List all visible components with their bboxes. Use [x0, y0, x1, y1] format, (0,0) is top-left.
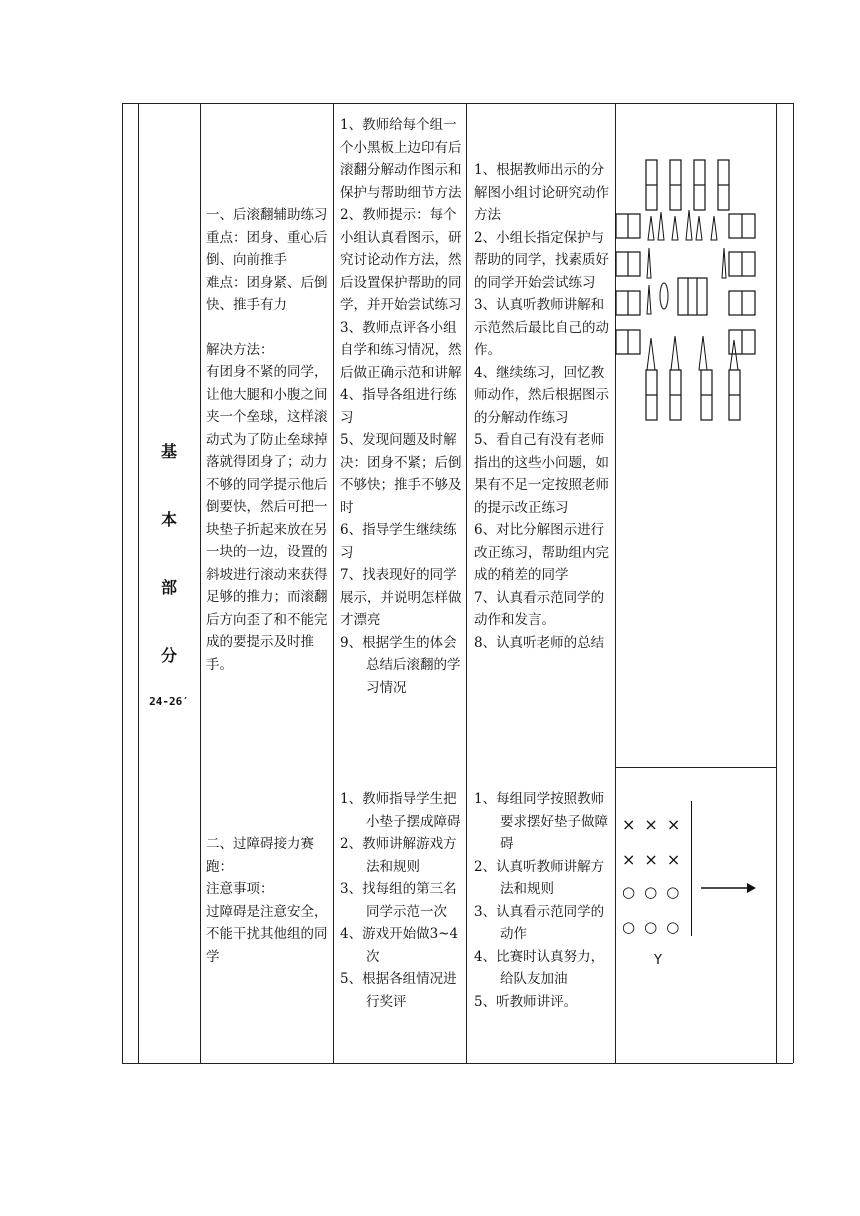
student-part2	[474, 788, 610, 1013]
team-row-cross	[622, 850, 689, 869]
teacher-step: 2、教师提示：每个小组认真看图示，研究讨论动作方法，然后设置保护帮助的同学，并开始尝试练习	[340, 207, 462, 313]
teacher-step	[340, 878, 462, 923]
student-step: 7、认真看示范同学的动作和发言。	[474, 589, 605, 628]
circle-icon: ○	[644, 918, 667, 936]
step-number: 9、	[340, 634, 363, 651]
student-group	[647, 210, 738, 370]
step-text: 认真看示范同学的动作	[496, 903, 605, 942]
student-icon	[647, 248, 651, 278]
step-number: 2、	[340, 836, 363, 852]
section-char: 部	[160, 578, 177, 597]
circle-icon: ○	[666, 883, 689, 901]
circle-icon: ○	[644, 883, 667, 901]
teacher-step	[340, 923, 462, 968]
teacher-step: 5、发现问题及时解决：团身不紧；后倒不够快；推手不够及时	[340, 432, 462, 516]
student-part1	[474, 159, 610, 654]
student-step	[474, 788, 610, 856]
cross-icon: ×	[666, 815, 690, 834]
part2-notes-text: 过障碍是注意安全，不能干扰其他组的同学	[206, 903, 328, 965]
table-border-bottom	[122, 1063, 793, 1064]
teacher-part1	[340, 114, 462, 699]
arrow-right-icon	[701, 879, 757, 897]
step-number: 1、	[340, 791, 363, 807]
part1-title: 一、后滚翻辅助练习	[206, 207, 328, 223]
step-text: 找每组的第三名同学示范一次	[362, 881, 457, 920]
team-row-circle	[622, 883, 688, 901]
student-icon	[647, 338, 655, 370]
circle-icon: ○	[622, 918, 645, 936]
relay-diagram	[622, 815, 772, 975]
teacher-step	[340, 632, 462, 700]
student-step	[474, 946, 610, 991]
cross-icon: ×	[622, 850, 645, 869]
diagram-cell-divider	[615, 767, 776, 768]
part2-notes-label: 注意事项：	[206, 881, 274, 897]
student-step	[474, 901, 610, 946]
step-text: 教师指导学生把小垫子摆成障碍	[362, 791, 461, 830]
circle-icon: ○	[622, 883, 645, 901]
teacher-step: 6、指导学生继续练习	[340, 522, 457, 561]
student-step: 4、继续练习，回忆教师动作，然后根据图示的分解动作练习	[474, 364, 609, 426]
table-divider	[776, 103, 777, 1063]
cross-icon: ×	[666, 850, 690, 869]
step-number: 5、	[340, 971, 363, 987]
student-step: 6、对比分解图示进行改正练习，帮助组内完成的稍差的同学	[474, 522, 609, 583]
table-divider	[466, 103, 467, 1063]
step-text: 根据各组情况进行奖评	[362, 971, 457, 1010]
team-row-cross	[622, 815, 689, 834]
section-title	[138, 103, 200, 1063]
student-step	[474, 991, 610, 1014]
student-icon	[672, 216, 678, 240]
cross-icon: ×	[644, 850, 667, 869]
teacher-part2	[340, 788, 462, 1013]
teacher-step: 3、教师点评各小组自学和练习情况，然后做正确示范和讲解	[340, 319, 462, 381]
helper-icon	[660, 283, 668, 309]
section-char: 基	[160, 442, 177, 461]
mat-icon	[678, 278, 707, 315]
step-number: 4、	[340, 926, 363, 942]
step-text: 认真听教师讲解方法和规则	[496, 858, 605, 897]
part1-difficulty: 难点：团身紧、后倒快、推手有力	[206, 274, 328, 313]
step-text: 教师讲解游戏方法和规则	[362, 836, 457, 875]
step-text: 游戏开始做3~4次	[362, 926, 459, 965]
student-step: 5、看自己有没有老师指出的这些小问题，如果有不足一定按照老师的提示改正练习	[474, 432, 609, 516]
part1-method-text: 有团身不紧的同学，让他大腿和小腹之间夹一个垒球，这样滚动式为了防止垒球掉落就得团身了；动力不够的同学提示他后倒要快，然后可把一块垫子折起来放在另一块的一边，设置的斜坡进行滚动来获得足够的推力；而滚翻后方向歪了和不能完成的要提示及时推手。	[206, 364, 328, 673]
formation-diagram	[615, 150, 776, 430]
teacher-step: 1、教师给每个组一个小黑板上边印有后滚翻分解动作图示和保护与帮助细节方法	[340, 117, 462, 201]
table-divider	[200, 103, 201, 1063]
cross-icon: ×	[622, 815, 645, 834]
teacher-step: 4、指导各组进行练习	[340, 387, 457, 426]
content-part2	[206, 833, 328, 968]
step-text: 每组同学按照教师要求摆好垫子做障碍	[496, 791, 608, 852]
student-icon	[686, 210, 692, 240]
start-line	[691, 801, 692, 936]
team-row-circle	[622, 918, 688, 936]
student-icon	[658, 212, 664, 240]
step-number: 3、	[474, 903, 497, 920]
table-border-top	[122, 103, 793, 104]
part1-keypoint: 重点：团身、重心后倒、向前推手	[206, 229, 328, 268]
content-part1	[206, 204, 328, 676]
step-text: 根据学生的体会总结后滚翻的学习情况	[362, 634, 461, 696]
step-text: 听教师讲评。	[496, 993, 578, 1010]
student-icon	[722, 248, 726, 278]
student-icon	[647, 285, 651, 314]
section-char: 分	[160, 646, 177, 665]
student-icon	[671, 336, 679, 370]
step-text: 比赛时认真努力，给队友加油	[496, 948, 605, 987]
teacher-step	[340, 968, 462, 1013]
step-number: 1、	[474, 791, 497, 807]
teacher-symbol: Y	[654, 953, 662, 968]
step-number: 5、	[474, 993, 497, 1010]
student-step: 3、认真听教师讲解和示范然后最比自己的动作。	[474, 297, 609, 358]
step-number: 2、	[474, 858, 497, 875]
circle-icon: ○	[666, 918, 689, 936]
student-icon	[730, 340, 738, 370]
teacher-step	[340, 788, 462, 833]
table-divider	[333, 103, 334, 1063]
section-char: 本	[160, 510, 177, 529]
student-step: 1、根据教师出示的分解图小组讨论研究动作方法	[474, 162, 609, 223]
teacher-step: 7、找表现好的同学展示，并说明怎样做才漂亮	[340, 567, 462, 628]
step-number: 3、	[340, 881, 363, 897]
student-icon	[711, 216, 717, 240]
mat-group	[616, 160, 755, 420]
part1-method-label: 解决方法：	[206, 341, 274, 358]
student-icon	[648, 216, 654, 240]
student-step: 8、认真听老师的总结	[474, 634, 605, 651]
cross-icon: ×	[644, 815, 667, 834]
student-step: 2、小组长指定保护与帮助的同学，找素质好的同学开始尝试练习	[474, 229, 609, 291]
part2-title: 二、过障碍接力赛跑：	[206, 836, 314, 875]
student-icon	[699, 336, 707, 370]
step-number: 4、	[474, 948, 497, 965]
table-border-left	[122, 103, 123, 1063]
table-border-right	[793, 103, 794, 1063]
student-icon	[696, 216, 702, 240]
teacher-step	[340, 833, 462, 878]
section-time: 24-26′	[149, 695, 189, 708]
student-step	[474, 856, 610, 901]
